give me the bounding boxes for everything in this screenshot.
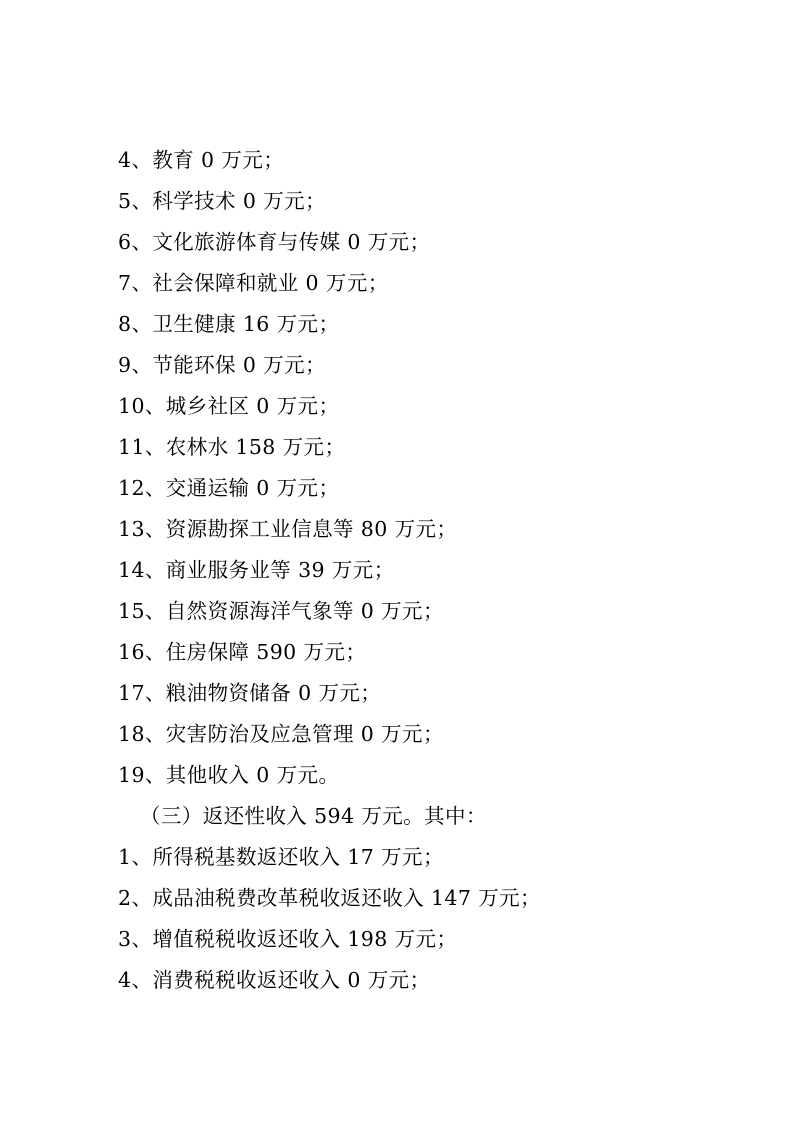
paragraph: 5、科学技术 0 万元； bbox=[118, 189, 326, 213]
paragraph: 10、城乡社区 0 万元； bbox=[118, 394, 340, 418]
paragraph: 7、社会保障和就业 0 万元； bbox=[118, 271, 389, 295]
paragraph: 1、所得税基数返还收入 17 万元； bbox=[118, 845, 444, 869]
paragraph: 4、消费税税收返还收入 0 万元； bbox=[118, 968, 431, 992]
paragraph: 14、商业服务业等 39 万元； bbox=[118, 558, 395, 582]
section-heading-paragraph: （三）返还性收入 594 万元。其中： bbox=[140, 804, 487, 828]
paragraph: 3、增值税税收返还收入 198 万元； bbox=[118, 927, 458, 951]
paragraph: 13、资源勘探工业信息等 80 万元； bbox=[118, 517, 458, 541]
paragraph: 17、粮油物资储备 0 万元； bbox=[118, 681, 382, 705]
paragraph: 15、自然资源海洋气象等 0 万元； bbox=[118, 599, 444, 623]
paragraph: 11、农林水 158 万元； bbox=[118, 435, 346, 459]
paragraph: 19、其他收入 0 万元。 bbox=[118, 763, 340, 787]
document-body bbox=[118, 150, 678, 1011]
paragraph: 12、交通运输 0 万元； bbox=[118, 476, 340, 500]
paragraph: 6、文化旅游体育与传媒 0 万元； bbox=[118, 230, 431, 254]
paragraph: 4、教育 0 万元； bbox=[118, 148, 285, 172]
paragraph: 18、灾害防治及应急管理 0 万元； bbox=[118, 722, 444, 746]
paragraph: 8、卫生健康 16 万元； bbox=[118, 312, 340, 336]
paragraph: 2、成品油税费改革税收返还收入 147 万元； bbox=[118, 886, 541, 910]
paragraph: 16、住房保障 590 万元； bbox=[118, 640, 367, 664]
paragraph: 9、节能环保 0 万元； bbox=[118, 353, 326, 377]
